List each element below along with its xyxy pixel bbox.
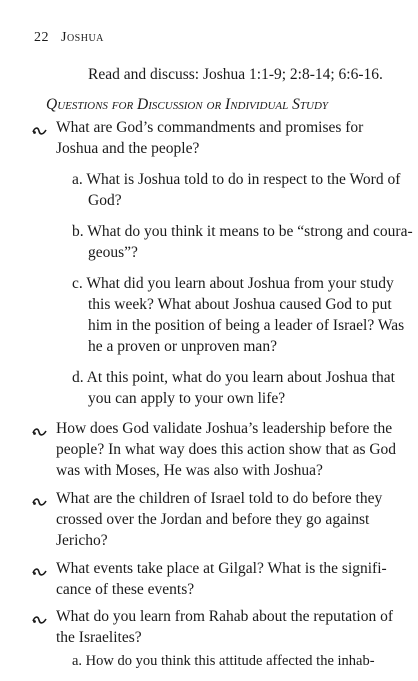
question-line: geous”?	[88, 244, 138, 261]
running-head	[34, 30, 104, 46]
fleuron-bullet-icon	[32, 126, 48, 136]
question-line: What are God’s commandments and promises for	[56, 119, 364, 136]
sub-question-item	[72, 273, 404, 357]
question-line: Joshua and the people?	[56, 140, 200, 157]
fleuron-bullet-icon	[32, 615, 48, 625]
reading-assignment: Read and discuss: Joshua 1:1-9; 2:8-14; 6:6-16.	[88, 66, 383, 83]
fleuron-bullet-icon	[32, 427, 48, 437]
question-line: God?	[88, 192, 122, 209]
sub-question-item	[72, 367, 395, 409]
question-item	[56, 418, 396, 481]
sub-question-item	[72, 652, 375, 671]
question-line: b. What do you think it means to be “strong and coura-	[72, 223, 413, 240]
question-item	[56, 606, 393, 648]
question-line: c. What did you learn about Joshua from your study	[72, 275, 394, 292]
page-number: 22	[34, 30, 49, 45]
sub-question-item	[72, 221, 413, 263]
question-line: this week? What about Joshua caused God to put	[88, 296, 392, 313]
question-line: you can apply to your own life?	[88, 390, 286, 407]
question-item	[56, 488, 382, 551]
question-line: What events take place at Gilgal? What is the signifi-	[56, 560, 387, 577]
question-item	[56, 117, 363, 159]
sub-question-item	[72, 169, 400, 211]
question-line: the Israelites?	[56, 629, 142, 646]
question-line: him in the position of being a leader of Israel? Was	[88, 317, 405, 334]
book-title: Joshua	[61, 30, 104, 45]
question-line: cance of these events?	[56, 581, 195, 598]
question-item	[56, 558, 387, 600]
question-line: How does God validate Joshua’s leadership before the	[56, 420, 393, 437]
section-title: Questions for Discussion or Individual Study	[46, 96, 329, 113]
question-line: he a proven or unproven man?	[88, 338, 277, 355]
question-line: d. At this point, what do you learn about Joshua that	[72, 369, 395, 386]
question-line: crossed over the Jordan and before they go against	[56, 511, 370, 528]
question-line: What do you learn from Rahab about the reputation of	[56, 608, 394, 625]
fleuron-bullet-icon	[32, 497, 48, 507]
question-line: a. What is Joshua told to do in respect to the Word of	[72, 171, 401, 188]
question-line: a. How do you think this attitude affected the inhab-	[72, 653, 375, 669]
question-line: What are the children of Israel told to do before they	[56, 490, 383, 507]
question-line: Jericho?	[56, 532, 108, 549]
question-line: people? In what way does this action show that as God	[56, 441, 397, 458]
fleuron-bullet-icon	[32, 567, 48, 577]
question-line: was with Moses, He was also with Joshua?	[56, 462, 323, 479]
